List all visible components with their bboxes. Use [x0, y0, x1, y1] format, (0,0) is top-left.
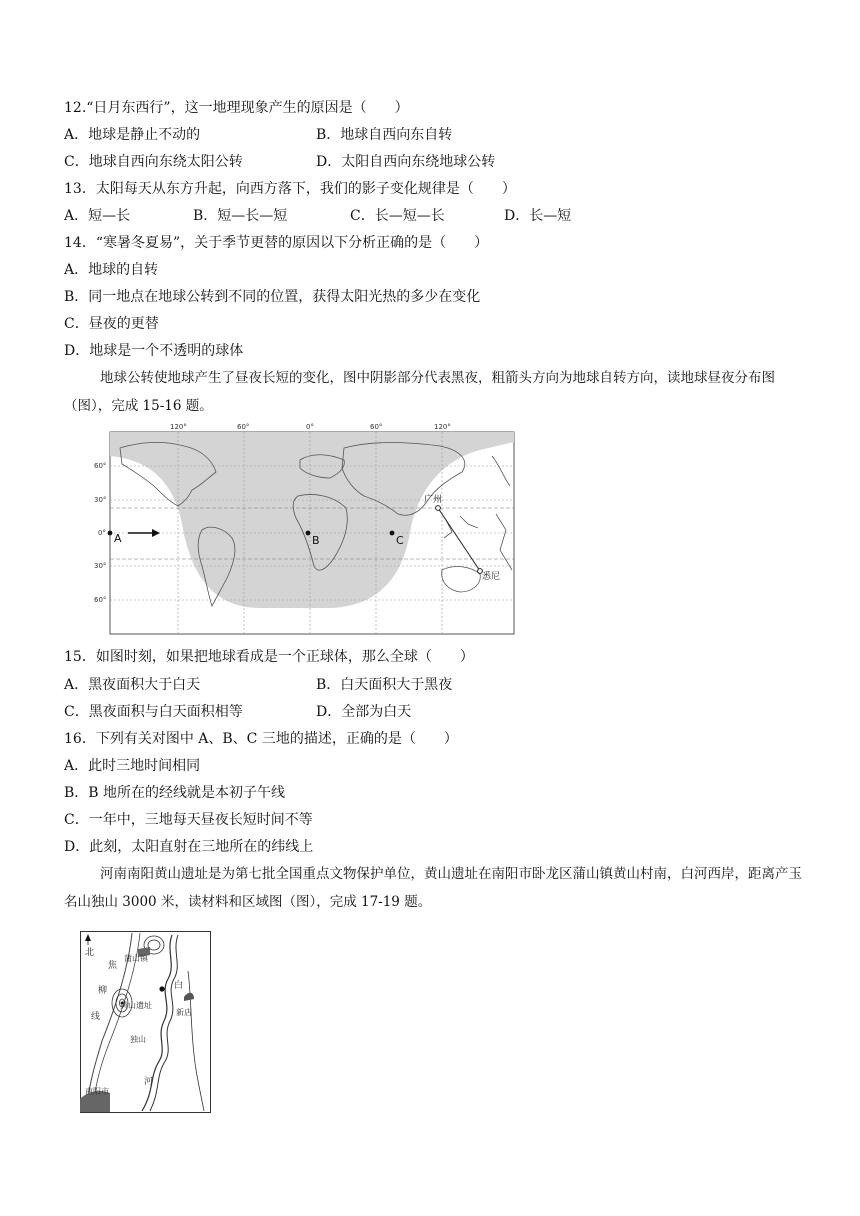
q15-stem: 15．如图时刻，如果把地球看成是一个正球体，那么全球（ ）: [64, 649, 474, 665]
lat-label-60n: 60°: [94, 462, 107, 470]
lat-label-0: 0°: [98, 529, 106, 537]
lat-label-30s: 30°: [94, 562, 107, 570]
q13-option-d: D．长—短: [504, 208, 572, 224]
q16-option-c: C．一年中，三地每天昼夜长短时间不等: [64, 812, 313, 828]
river-label-char-2: 河: [144, 1077, 154, 1087]
rail-label-char-1: 焦: [108, 961, 118, 971]
q12-option-a: A．地球是静止不动的: [64, 127, 201, 143]
q14-option-b: B．同一地点在地球公转到不同的位置，获得太阳光热的多少在变化: [64, 289, 481, 305]
place-xindian: 新店: [176, 1008, 192, 1017]
lon-label-60e: 60°: [370, 423, 383, 431]
q16-stem: 16．下列有关对图中 A、B、C 三地的描述，正确的是（ ）: [64, 731, 458, 747]
rail-label-char-2: 柳: [98, 986, 108, 996]
q13-option-b: B．短—长—短: [193, 208, 288, 224]
q16-option-b: B．B 地所在的经线就是本初子午线: [64, 785, 286, 801]
q15-option-d: D．全部为白天: [316, 704, 412, 720]
place-pushan: 蒲山镇: [124, 954, 148, 963]
place-nanyang: 南阳市: [85, 1087, 109, 1096]
q15-option-a: A．黑夜面积大于白天: [64, 677, 201, 693]
q12-option-c: C．地球自西向东绕太阳公转: [64, 154, 243, 170]
world-day-night-map: [92, 420, 516, 636]
q15-option-b: B．白天面积大于黑夜: [316, 677, 453, 693]
q13-option-a: A．短—长: [64, 208, 131, 224]
place-dushan: 独山: [130, 1035, 146, 1044]
q12-option-b: B．地球自西向东自转: [316, 127, 453, 143]
lat-label-30n: 30°: [94, 496, 107, 504]
north-label: 北: [85, 948, 95, 958]
point-b-label: B: [312, 534, 320, 547]
place-huangshan-site: 黄山遗址: [120, 1001, 152, 1010]
region-map: [80, 931, 211, 1113]
q13-option-c: C．长—短—长: [350, 208, 445, 224]
lon-label-120w: 120°: [170, 423, 187, 431]
q14-stem: 14．“寒暑冬夏易”，关于季节更替的原因以下分析正确的是（ ）: [64, 235, 489, 251]
q12-option-d: D．太阳自西向东绕地球公转: [316, 154, 496, 170]
intro-17-19: 河南南阳黄山遗址是为第七批全国重点文物保护单位，黄山遗址在南阳市卧龙区蒲山镇黄山村南，白河西岸，距离产玉名山独山 3000 米，读材料和区域图（图），完成 17-19 题。: [64, 866, 802, 910]
lon-label-60w: 60°: [237, 423, 250, 431]
rail-label-char-3: 线: [91, 1012, 101, 1022]
river-label-char-1: 白: [174, 981, 184, 991]
q16-option-a: A．此时三地时间相同: [64, 758, 201, 774]
q16-option-d: D．此刻，太阳直射在三地所在的纬线上: [64, 839, 314, 855]
guangzhou-label: 广州: [424, 495, 443, 505]
q15-option-c: C．黑夜面积与白天面积相等: [64, 704, 243, 720]
intro-15-16: 地球公转使地球产生了昼夜长短的变化，图中阴影部分代表黑夜，粗箭头方向为地球自转方向，读地球昼夜分布图（图），完成 15-16 题。: [64, 370, 775, 414]
point-a-label: A: [114, 532, 122, 545]
point-c-label: C: [396, 534, 404, 547]
q12-stem: 12.“日月东西行”，这一地理现象产生的原因是（ ）: [64, 100, 409, 116]
q14-option-a: A．地球的自转: [64, 262, 159, 278]
lon-label-120e: 120°: [434, 423, 451, 431]
q13-stem: 13．太阳每天从东方升起，向西方落下，我们的影子变化规律是（ ）: [64, 181, 516, 197]
lat-label-60s: 60°: [94, 596, 107, 604]
q14-option-c: C．昼夜的更替: [64, 316, 159, 332]
sydney-label: 悉尼: [482, 572, 501, 582]
q14-option-d: D．地球是一个不透明的球体: [64, 343, 244, 359]
lon-label-0: 0°: [306, 423, 314, 431]
